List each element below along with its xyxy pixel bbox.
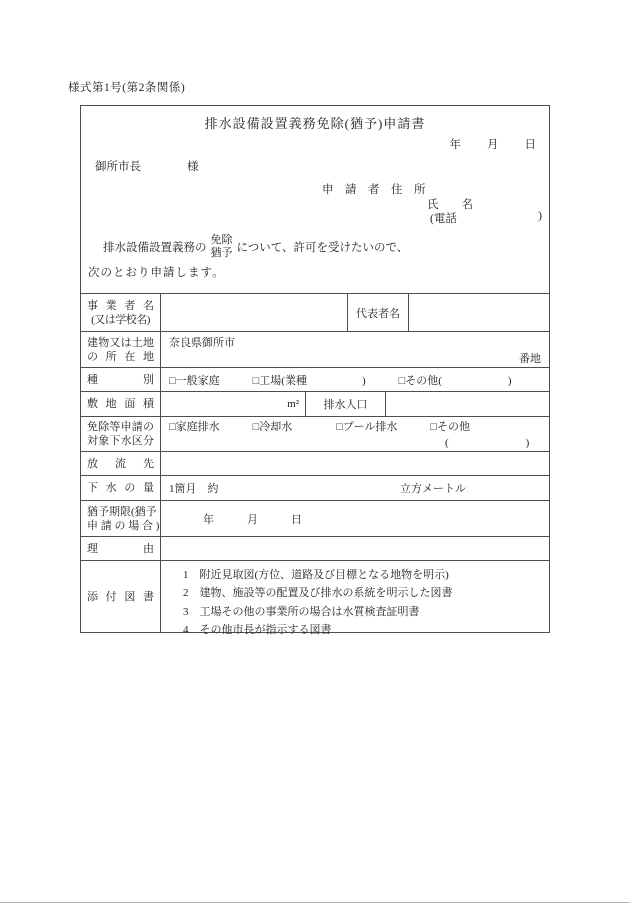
- attachments-label: 添 付 図 書: [81, 561, 161, 633]
- grace-period-label: 猶予期限(猶予 申 請 の 場 合 ): [81, 501, 161, 536]
- exemption-grace-stack: [211, 234, 233, 260]
- attachment-item: 3 工場その他の事業所の場合は水質検査証明書: [183, 605, 420, 618]
- exemption-options-line2: ( ): [445, 437, 530, 449]
- business-name-label: 事 業 者 名 (又は学校名): [81, 294, 161, 331]
- sewage-volume-input: [161, 476, 549, 500]
- row-business-name: [81, 294, 549, 332]
- phone-open-paren: (電話: [430, 213, 457, 225]
- row-category: [81, 368, 549, 392]
- lot-number-suffix: 番地: [519, 353, 541, 365]
- location-input: [161, 332, 549, 367]
- location-label: 建物又は土地 の 所 在 地: [81, 332, 161, 367]
- sewage-volume-prefix: 1箇月 約: [169, 483, 219, 495]
- attachment-item: 1 附近見取図(方位、道路及び目標となる地物を明示): [183, 569, 449, 581]
- row-site-area: [81, 392, 549, 417]
- application-form-box: [80, 105, 550, 637]
- attachments-list: [161, 561, 549, 637]
- row-attachments: [81, 561, 549, 637]
- grace-period-date: 年 月 日: [203, 513, 302, 526]
- attachment-item: 4 その他市長が指示する図書: [183, 624, 332, 637]
- row-sewage-volume: [81, 476, 549, 501]
- sewage-volume-unit: 立方メートル: [400, 483, 466, 495]
- exemption-class-label: 免除等申請の 対象下水区分: [81, 417, 161, 451]
- reason-input: [161, 537, 549, 560]
- intro-suffix: について、許可を受けたいので、: [236, 242, 409, 254]
- category-label: 種 別: [81, 368, 161, 391]
- row-exemption-class: [81, 417, 549, 452]
- discharge-destination-input: [161, 452, 549, 475]
- location-prefix: 奈良県御所市: [169, 337, 235, 349]
- row-reason: [81, 537, 549, 561]
- application-table: [81, 293, 549, 637]
- sewage-volume-label: 下 水 の 量: [81, 476, 161, 500]
- attachment-item: 2 建物、施設等の配置及び排水の系統を明示した図書: [183, 587, 453, 600]
- exemption-options-line1: □家庭排水 □冷却水 □プール排水 □その他: [169, 421, 471, 433]
- phone-field: [430, 210, 542, 226]
- form-title: 排水設備設置義務免除(猶予)申請書: [204, 116, 426, 131]
- intro-sentence: [103, 231, 408, 263]
- drain-population-input: [386, 392, 549, 416]
- row-grace-period: [81, 501, 549, 537]
- drain-population-label: 排水人口: [306, 392, 386, 416]
- intro-line2: 次のとおり申請します。: [88, 267, 225, 279]
- business-name-input: [161, 294, 348, 331]
- category-options: □一般家庭 □工場(業種 ) □その他( ): [169, 374, 512, 387]
- addressee-line: 御所市長 様: [95, 161, 199, 173]
- applicant-name-label: 氏 名: [427, 199, 473, 211]
- date-line: 年 月 日: [449, 139, 537, 151]
- reason-label: 理 由: [81, 537, 161, 560]
- site-area-input: m²: [161, 392, 306, 416]
- row-location: [81, 332, 549, 368]
- representative-input: [409, 294, 549, 331]
- stack-bottom: 猶予: [210, 247, 233, 259]
- stack-top: 免除: [210, 234, 233, 246]
- applicant-address-label: 申 請 者 住 所: [322, 184, 426, 196]
- intro-prefix: 排水設備設置義務の: [103, 242, 207, 254]
- phone-close-paren: ): [538, 210, 542, 222]
- exemption-class-options: [161, 417, 549, 451]
- representative-label: 代表者名: [348, 294, 409, 331]
- discharge-destination-label: 放 流 先: [81, 452, 161, 475]
- site-area-label: 敷 地 面 積: [81, 392, 161, 416]
- form-number-note: 様式第1号(第2条関係): [68, 82, 186, 94]
- row-discharge-destination: [81, 452, 549, 476]
